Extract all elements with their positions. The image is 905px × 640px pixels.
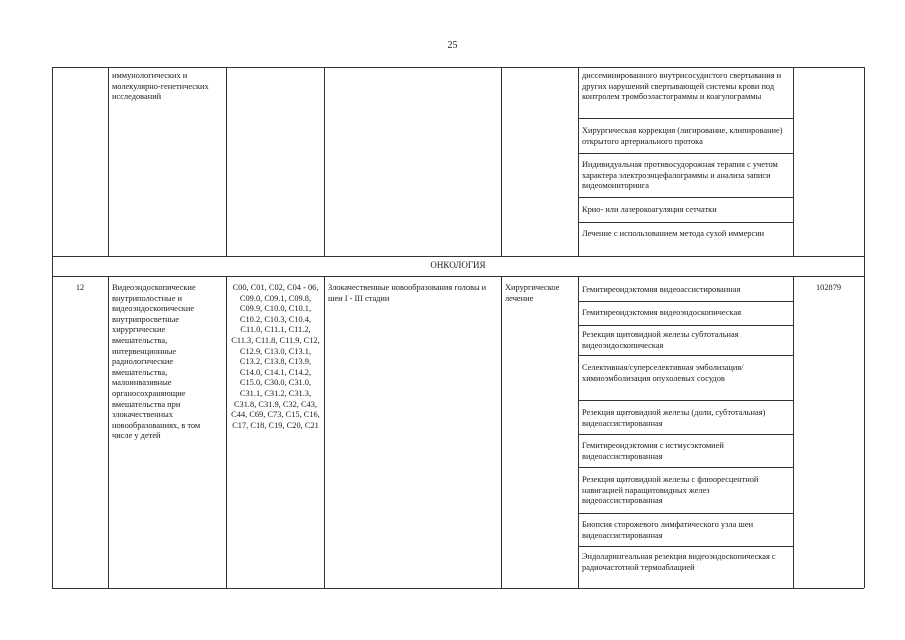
treatment-cell: Резекция щитовидной железы (доли, субтотальная) видеоассистированная (582, 408, 766, 428)
row-divider (578, 301, 793, 302)
column-border (578, 67, 579, 256)
column-border (501, 276, 502, 588)
column-border (578, 276, 579, 588)
row-number: 12 (75, 283, 85, 292)
treatment-cell: Гемитиреоидэктомия с истмусэктомией видеоассистированная (582, 441, 724, 461)
row-divider (578, 222, 793, 223)
section-top-border (52, 256, 864, 257)
column-border (793, 67, 794, 256)
row-divider (578, 197, 793, 198)
treatment-cell: Индивидуальная противосудорожная терапия с учетом характера электроэнцефалограммы и анализа записи видеомониторинга (582, 160, 778, 191)
cost-cell: 102879 (815, 283, 842, 292)
row-divider (578, 118, 793, 119)
treatment-cell: Лечение с использованием метода сухой иммерсии (582, 229, 765, 238)
method-cell: Видеоэндоскопические внутриполостные и видеоэндоскопические внутрипросветные хирургические вмешательства, интервенционные радиологические вмешательства, малоинвазивные органосохраняющие вмешательства при злокачественных новообразованиях, в том числе у детей (112, 283, 201, 441)
row-divider (578, 467, 793, 468)
treatment-cell: диссеминированного внутрисосудистого свертывания и других нарушений свертывающей системы крови под контролем тромбоэластограммы и коагулограммы (582, 71, 782, 102)
treatment-cell: Гемитиреоидэктомия видеоассистированная (582, 285, 741, 294)
treatment-cell: Биопсия сторожевого лимфатического узла шеи видеоассистированная (582, 520, 754, 540)
treatment-cell: Эндоларингеальная резекция видеоэндоскопическая с радиочастотной термоаблацией (582, 552, 776, 572)
table-top-border (52, 67, 864, 68)
column-border (108, 276, 109, 588)
section-bottom-border (52, 276, 864, 277)
codes-cell: C00, C01, C02, C04 - 06, C09.0, C09.1, C09.8, C09.9, C10.0, C10.1, C10.2, C10.3, C10.4, C11.0, C11.1, C11.2, C11.3, C11.8, C11.9, C12, C12.9, C13.0, C13.1, C13.2, C13.8, C13.9, C14.0, C14.1, C14.2, C15.0, C30.0, C31.0, C31.1, C31.2, C31.3, C31.8, C31.9, C32, C43, C44, C69, C73, C15, C16, C17, C18, C19, C20, C21 (231, 283, 320, 430)
column-border (324, 67, 325, 256)
treatment-cell: Резекция щитовидной железы субтотальная видеоэндоскопическая (582, 330, 739, 350)
row-divider (578, 400, 793, 401)
section-title: ОНКОЛОГИЯ (430, 260, 486, 270)
column-border (108, 67, 109, 256)
row-divider (578, 546, 793, 547)
treatment-cell: Гемитиреоидэктомия видеоэндоскопическая (582, 308, 742, 317)
diagnosis-cell: Злокачественные новообразования головы и шеи I - III стадии (328, 283, 487, 303)
row-divider (578, 355, 793, 356)
row-divider (578, 434, 793, 435)
row-divider (578, 513, 793, 514)
column-border (52, 276, 53, 588)
page-number: 25 (447, 40, 458, 51)
treatment-cell: Крио- или лазерокоагуляция сетчатки (582, 205, 717, 214)
column-border (793, 276, 794, 588)
column-border (52, 67, 53, 256)
row-divider (578, 153, 793, 154)
treatment-cell: Резекция щитовидной железы с флюоресцентной навигацией паращитовидных желез видеоассистированная (582, 475, 759, 506)
column-border (324, 276, 325, 588)
column-border (864, 276, 865, 588)
row-divider (578, 325, 793, 326)
column-border (864, 67, 865, 256)
column-border (226, 67, 227, 256)
table-bottom-border (52, 588, 864, 589)
section-border (864, 256, 865, 276)
column-border (501, 67, 502, 256)
column-border (226, 276, 227, 588)
treatment-cell: Хирургическая коррекция (лигирование, клипирование) открытого артериального протока (582, 126, 783, 146)
method-cell: иммунологических и молекулярно-генетических исследований (112, 71, 209, 102)
treatment-cell: Селективная/суперселективная эмболизация/химиоэмболизация опухолевых сосудов (582, 363, 744, 383)
treatment-type-cell: Хирургическое лечение (505, 283, 560, 303)
